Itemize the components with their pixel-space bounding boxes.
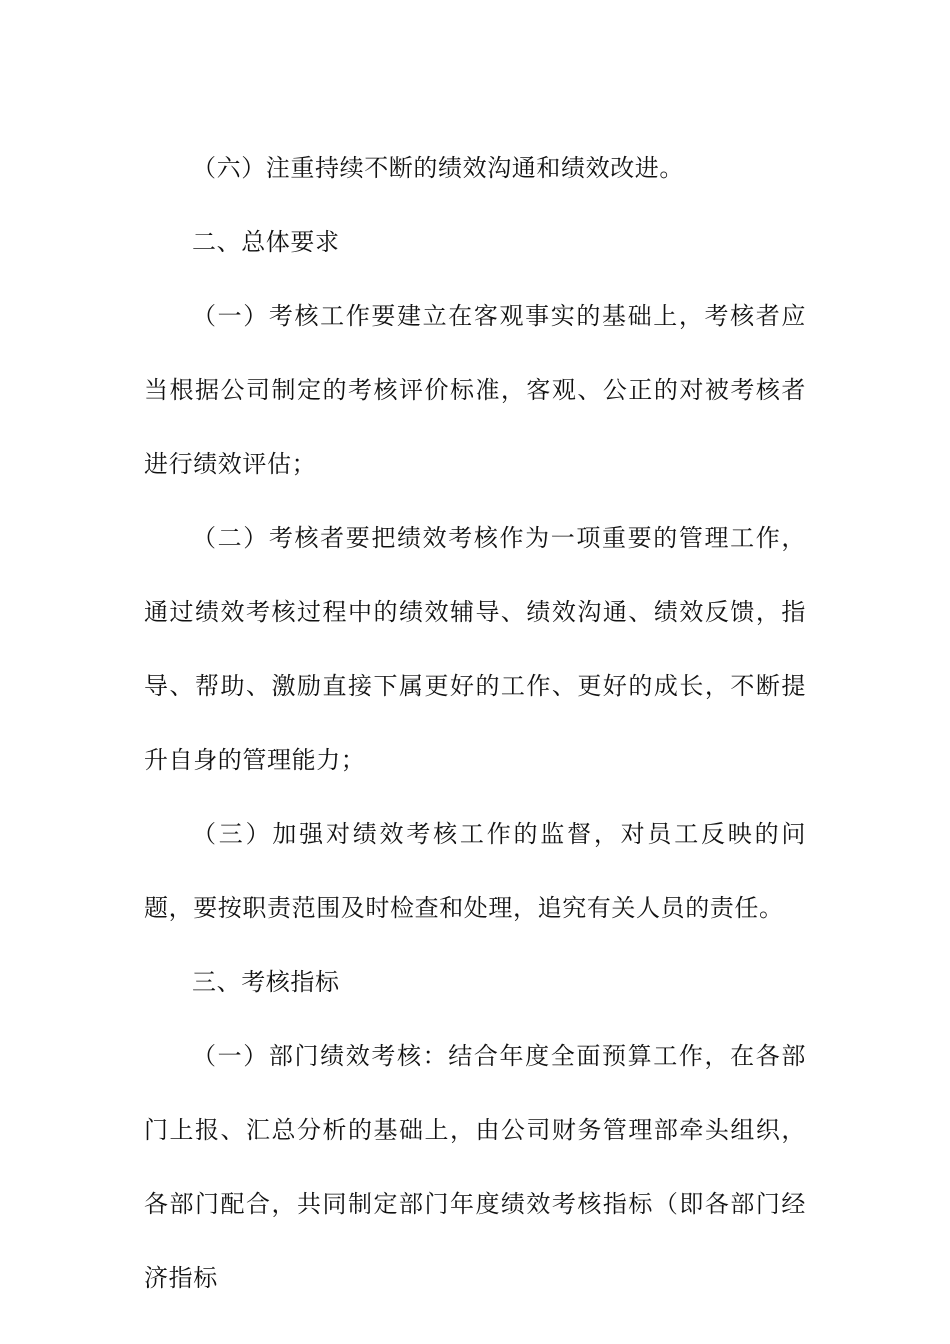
document-body — [144, 131, 806, 1315]
paragraph-requirement-2: （二）考核者要把绩效考核作为一项重要的管理工作，通过绩效考核过程中的绩效辅导、绩效沟通、绩效反馈，指导、帮助、激励直接下属更好的工作、更好的成长，不断提升自身的管理能力； — [144, 524, 806, 774]
paragraph-six: （六）注重持续不断的绩效沟通和绩效改进。 — [192, 154, 684, 182]
paragraph-requirement-1: （一）考核工作要建立在客观事实的基础上，考核者应当根据公司制定的考核评价标准，客观、公正的对被考核者进行绩效评估； — [144, 302, 806, 478]
paragraph-indicator-1: （一）部门绩效考核：结合年度全面预算工作，在各部门上报、汇总分析的基础上，由公司财务管理部牵头组织，各部门配合，共同制定部门年度绩效考核指标（即各部门经济指标 — [144, 1042, 806, 1292]
section-heading-general-requirements: 二、总体要求 — [192, 228, 340, 256]
paragraph-requirement-3: （三）加强对绩效考核工作的监督，对员工反映的问题，要按职责范围及时检查和处理，追究有关人员的责任。 — [144, 820, 806, 922]
section-heading-assessment-indicators: 三、考核指标 — [192, 968, 340, 996]
